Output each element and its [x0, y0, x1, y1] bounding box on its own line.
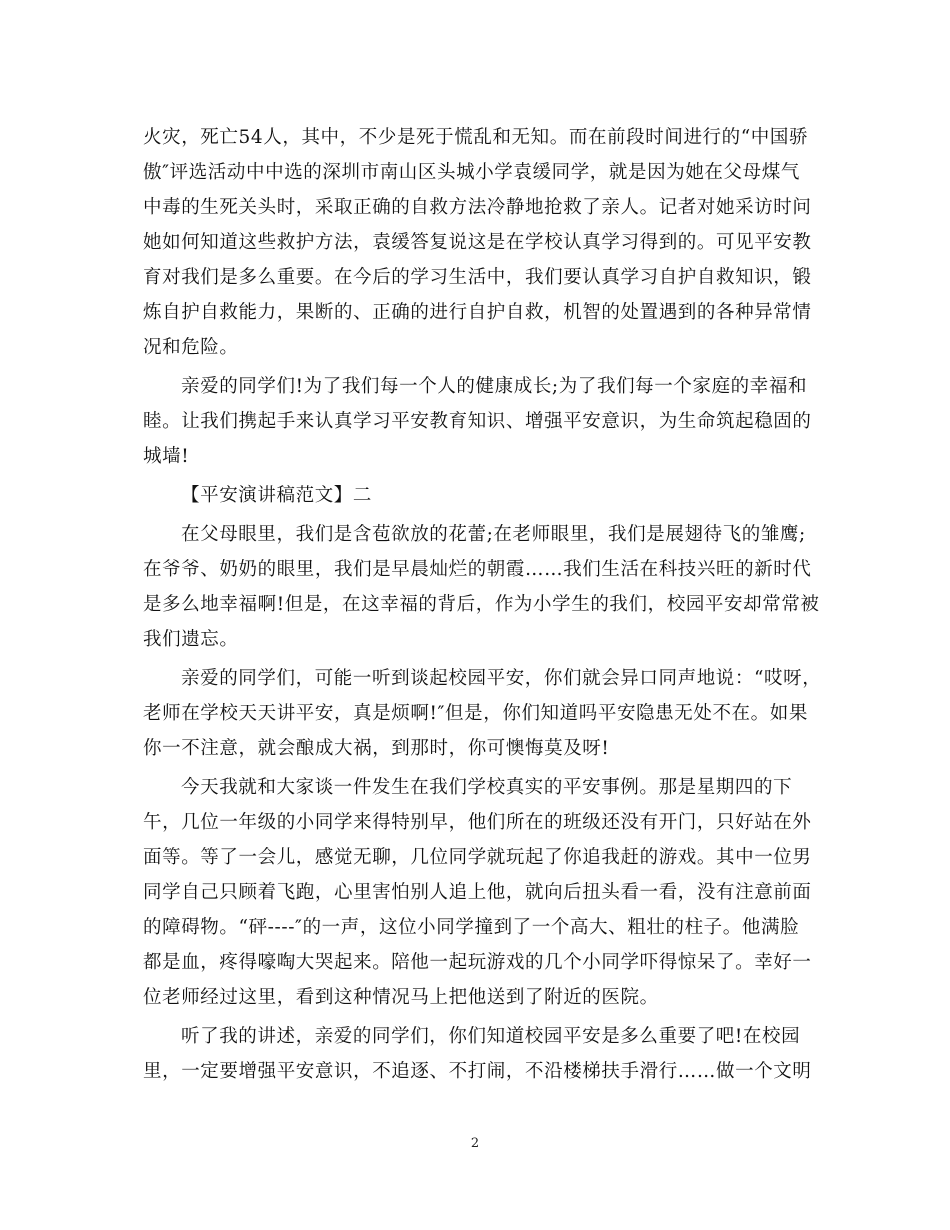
text-line: 位老师经过这里，看到这种情况马上把他送到了附近的医院。	[143, 987, 659, 1008]
text-line: 在父母眼里，我们是含苞欲放的花蕾;在老师眼里，我们是展翅待飞的雏鹰;	[181, 524, 806, 545]
text-line: 况和危险。	[143, 337, 239, 358]
text-line: 同学自己只顾着飞跑，心里害怕别人追上他，就向后扭头看一看，没有注意前面	[143, 882, 812, 903]
text-line: 睦。让我们携起手来认真学习平安教育知识、增强平安意识，为生命筑起稳固的	[143, 411, 812, 432]
text-line: 亲爱的同学们，可能一听到谈起校园平安，你们就会异口同声地说：“哎呀，	[181, 668, 822, 689]
text-line: 傲″评选活动中中选的深圳市南山区头城小学袁缓同学，就是因为她在父母煤气	[143, 162, 800, 183]
text-line: 都是血，疼得嚎啕大哭起来。陪他一起玩游戏的几个小同学吓得惊呆了。幸好一	[143, 952, 812, 973]
text-line: 她如何知道这些救护方法，袁缓答复说这是在学校认真学习得到的。可见平安教	[143, 232, 812, 253]
text-line: 听了我的讲述，亲爱的同学们，你们知道校园平安是多么重要了吧!在校园	[181, 1026, 801, 1047]
text-line: 今天我就和大家谈一件发生在我们学校真实的平安事例。那是星期四的下	[181, 777, 793, 798]
text-line: 火灾，死亡54人，其中，不少是死于慌乱和无知。而在前段时间进行的“中国骄	[143, 127, 809, 148]
text-line: 里，一定要增强平安意识，不追逐、不打闹，不沿楼梯扶手滑行……做一个文明	[143, 1061, 812, 1082]
text-line: 是多么地幸福啊!但是，在这幸福的背后，作为小学生的我们，校园平安却常常被	[143, 594, 820, 615]
text-line: 在爷爷、奶奶的眼里，我们是早晨灿烂的朝霞……我们生活在科技兴旺的新时代	[143, 559, 812, 580]
text-line: 育对我们是多么重要。在今后的学习生活中，我们要认真学习自护自救知识，锻	[143, 267, 812, 288]
text-line: 炼自护自救能力，果断的、正确的进行自护自救，机智的处置遇到的各种异常情	[143, 302, 812, 323]
text-line: 中毒的生死关头时，采取正确的自救方法冷静地抢救了亲人。记者对她采访时问	[143, 197, 812, 218]
page-number: 2	[470, 1136, 480, 1151]
text-line: 城墙!	[143, 446, 190, 467]
text-line: 面等。等了一会儿，感觉无聊，几位同学就玩起了你追我赶的游戏。其中一位男	[143, 847, 812, 868]
text-line: 的障碍物。“砰----″的一声，这位小同学撞到了一个高大、粗壮的柱子。他满脸	[143, 917, 800, 938]
text-line: 老师在学校天天讲平安，真是烦啊!″但是，你们知道吗平安隐患无处不在。如果	[143, 703, 808, 724]
text-line: 你一不注意，就会酿成大祸，到那时，你可懊悔莫及呀!	[143, 738, 610, 759]
text-line: 午，几位一年级的小同学来得特别早，他们所在的班级还没有开门，只好站在外	[143, 812, 812, 833]
section-heading: 【平安演讲稿范文】二	[181, 485, 373, 506]
text-line: 我们遗忘。	[143, 629, 239, 650]
text-line: 亲爱的同学们!为了我们每一个人的健康成长;为了我们每一个家庭的幸福和	[181, 376, 808, 397]
